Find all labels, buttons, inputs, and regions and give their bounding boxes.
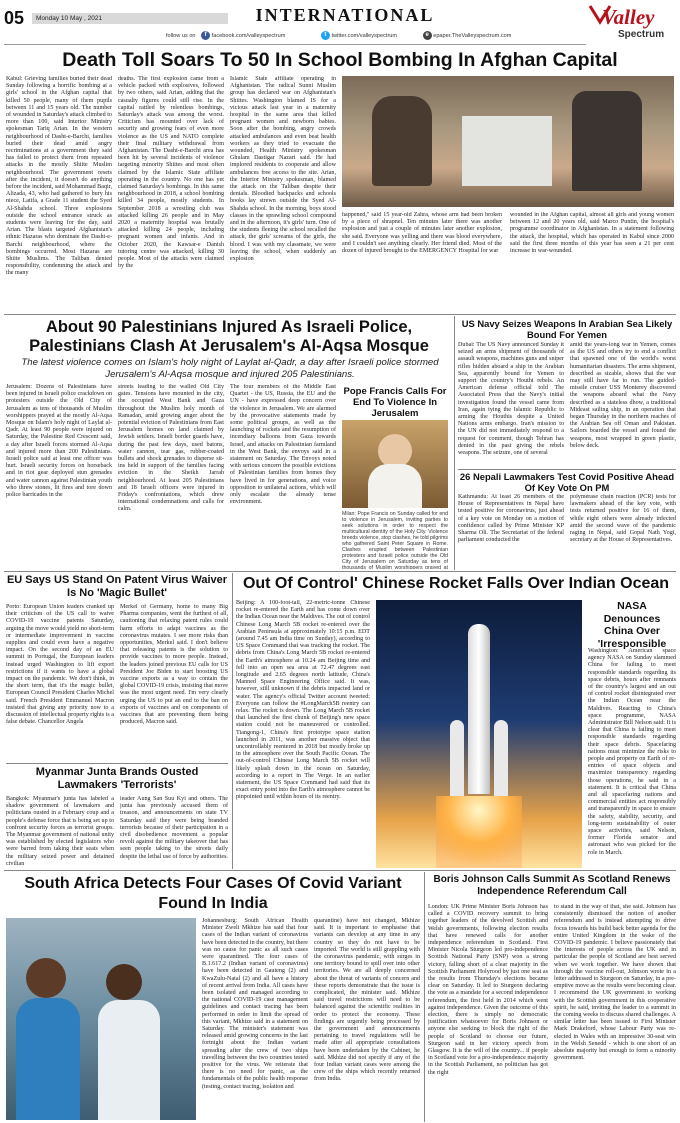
story1-col1: Kabul: Grieving families buried their dead Sunday following a horrific bombing at a girls' school in the Afghan capital that killed 50 people, many of them pupils between 11 and 15 years old. The number of wounded in Saturday's attack climbed to more than 100, said Interior Ministry spokesman Tariq Arian. In the western neighbourhood of Dasht-e-Barchi, families buried their dead amid angry recriminations at a government they said has failed to protect them from repeated attacks in the mostly Shiite Muslim neighbourhood. The government resets after the incident, it doesn't do anything before the incident, said Mohammad Baqir, Alizada, 43, who had gathered to bury his niece, Latifa, a Grade 11 student the Syed Al-Shahda school. Three explosions outside the school entrance struck as students were leaving for the day, said Arian. The blasts targeted Afghanistan's ethnic Hazaras who dominate the Dasht-e-Barchi neighbourhood, where the bombings occurred. Most Hazaras are Shiite Muslims. The Taliban denied responsibility, condemning the attack and the many xyxy=(6,76,112,277)
navy-col1: Dubai: The US Navy announced Sunday it seized an arms shipment of thousands of assault weapons, machines guns and sniper rifles hidden aboard a ship in the Arabian Sea, apparently bound for Yemen to support the country's Houthi rebels. An American defense official told The Associated Press that the Navy's initial investigation found the vessel came from Iran, again tying the Islamic Republic to arming the Houthis despite a United Nations arms embargo. Iran's mission to the UN did not immediately respond to a request for comment, though Tehran has denied in the past giving the rebels weapons. The seizure, one of several xyxy=(458,342,564,457)
story1-col5: wounded in the Afghan capital, almost all girls and young women between 12 and 20 years old, said Marco Puntin, the hospital's programme coordinator in Afghanistan. In a statement following the attack, the hospital, which has operated in Kabul since 2000 said the first three months of this year has seen a 21 per cent increase in war-wounded. xyxy=(510,212,674,255)
boris-col1: London: UK Prime Minister Boris Johnson has called a COVID recovery summit to bring together leaders of the devolved Scottish and Welsh governments, following election results that have renewed calls for another independence referendum in Scotland. First Minister Nicola Sturgeon led pro-independence Scottish National Party (SNP) won a strong victory, falling short of a clear majority in the Scottish Parliament Holyrood by just one seat as the results from Thursday's elections became clear on Saturday. It led to Sturgeon declaring the vote as a mandate for a second independence referendum, the first held in 2014 which went against independence. Given the outcome of this election, there is simply no democratic justification whatsoever for Boris Johnson or anyone else seeking to block the right of the people of Scotland to choose our future, Sturgeon said in her victory speech from Glasgow. It is the will of the country... if people in Scotland vote for a pro-independence majority in the Scottish Parliament, no politician has got the right xyxy=(428,904,548,1076)
eu-col1: Porto: European Union leaders cranked up their criticism of the US call to waive COVID-19 vaccine patents Saturday, arguing the move would yield no short-term or intermediate improvement in vaccine supplies and could even have a negative impact. On the second day of an EU summit in Portugal, the European leaders instead urged Washington to lift export restrictions if it wants to have a global impact on the pandemic. We don't think, in the short term, that it's the magic bullet, European Council President Charles Michel said. French President Emmanuel Macron insisted that giving any priority now to a discussion of intellectual property rights is a false debate. Chancellor Angela xyxy=(6,604,114,726)
nepal-headline: 26 Nepali Lawmakers Test Covid Positive Ahead Of Key Vote On PM xyxy=(459,471,675,493)
myanmar-col2: leader Aung San Suu Kyi and others. The junta has previously accused them of treason, and announcements on state TV Saturday said they were being branded terrorists because of their participation in a civil disobedience movement a popular revolt against the military takeover that has seen people taking to the streets daily despite the lethal use of force by authorities. xyxy=(120,796,228,860)
safrica-col2: quarantine) have not changed, Mkhize said. It is important to emphasise that variants can develop at any time in any country so they do not have to be imported. The world is still grappling with the coronavirus pandemic, with surges in one territory bound to spill over into other territories. We are all deeply concerned about the threat of variants of concern and these reports demonstrate that the issue is complicated, the minister said. Mkhize said travel restrictions will need to be balanced against the scientific realities in order to protect the economy. These findings are urgently being processed by the government and announcements pertaining to travel regulations will be made after all appropriate consultations have been undertaken by the Cabinet, he said. Mkhize did not specify if any of the four Indian variant cases were among the crew of the ships which recently returned from India. xyxy=(314,918,420,1083)
section-divider-3 xyxy=(4,870,676,871)
masthead-rule xyxy=(4,44,586,45)
follow-label: follow us on xyxy=(166,33,196,39)
navy-headline: US Navy Seizes Weapons In Arabian Sea Likely Bound For Yemen xyxy=(461,318,673,340)
pope-vrule xyxy=(454,316,455,570)
story1-photo xyxy=(342,76,674,207)
story2-col2: streets leading to the walled Old City gates. Tensions have mounted in the city, the occupied West Bank and Gaza throughout the Muslim holy month of Ramadan, amid growing anger about the potential eviction of Palestinians from East Jerusalem homes on land claimed by Jewish settlers. Israeli border guards have, during the past few days, used batons, water cannon, tear gas, rubber-coated bullets and shock grenades to disperse sit-ins held in support of the families facing eviction in the Sheikh Jarrah neighbourhood. At least 205 Palestinians and 18 Israeli officers were injured in Friday's confrontations, which drew international condemnations and calls for calm. xyxy=(118,384,224,513)
pope-headline: Pope Francis Calls For End To Violence In Jerusalem xyxy=(343,386,447,419)
twitter-icon[interactable]: t xyxy=(321,31,330,40)
myanmar-col1: Bangkok: Myanmar's junta has labeled a shadow government of lawmakers and politicians ousted in a February coup and a people's defense force that is being set up to confront security forces as terrorist groups. The Myanmar government of national unity was established by elected legislators who were barred from taking their seats when the military seized power and detained civilian xyxy=(6,796,114,866)
story1-headline: Death Toll Soars To 50 In School Bombing In Afghan Capital xyxy=(62,49,618,71)
epaper-link[interactable]: epaper.TheValleyspectrum.com xyxy=(433,33,512,39)
boris-headline: Boris Johnson Calls Summit As Scotland Renews Independence Referendum Call xyxy=(433,874,671,897)
story2-headline: About 90 Palestinians Injured As Israeli Police, Palestinians Clash At Jerusalem's Al-Aqsa Mosque xyxy=(29,318,429,355)
eu-vrule xyxy=(232,573,233,869)
section-divider-2 xyxy=(4,571,676,572)
rocket-headline: Out Of Control' Chinese Rocket Falls Over Indian Ocean xyxy=(242,575,670,592)
eu-headline: EU Says US Stand On Patent Virus Waiver Is No 'Magic Bullet' xyxy=(6,574,228,599)
twitter-link[interactable]: twitter.com/valleyspectrum xyxy=(331,33,398,39)
pope-photo xyxy=(342,420,448,508)
page-number: 05 xyxy=(4,8,25,28)
nepal-col1: Kathmandu: At least 26 members of the House of Representatives in Nepal have tested positive for coronavirus, just ahead of a key vote on Monday on a motion of confidence called by Prime Minister KP Sharma Oli. The Secretariat of the federal parliament conducted the xyxy=(458,494,564,544)
safrica-photo xyxy=(6,918,196,1120)
nasa-col1: Washington: American space agency NASA on Sunday slammed China for failing to meet responsible standards regarding its space debris, hours after remnants of the country's largest and an out of control rocket disintegrated over the Indian Ocean near the Maldives. Reacting to China's space programme, NASA Administrator Bill Nelson said: It is clear that China is failing to meet responsible standards regarding their space debris. Spacefaring nations must minimize the risks to people and property on Earth of re-entries of space objects and maximize transparency regarding those operations, he said in a statement. It is critical that China and all spacefaring nations and commercial entities act responsibly and transparently in space to ensure the safety, stability, security, and long-term sustainability of outer space activities, said Nelson, former Florida senator and astronaut who was picked for the role in March. xyxy=(588,648,676,856)
rocket-photo xyxy=(376,600,582,868)
eu-rule xyxy=(6,763,228,764)
story1-col3: Islamic State affiliate operating in Afghanistan. The radical Sunni Muslim group has declared war on Afghanistan's Shiites. Washington blamed IS for a vicious attack last year in a maternity hospital in the same area that killed pregnant women and newborn babies. Soon after the bombing, angry crowds attacked ambulances and even beat health workers as they tried to evacuate the wounded, Health Ministry spokesman Ghulam Dastigar Nazari said. He had implored residents to cooperate and allow ambulances free access to the site. Arian, the Interior Ministry spokesman, blamed the attack on the Taliban despite their denials. Bloodied backpacks and schools books lay strewn outside the Syed Al-Shahda school. In the morning, boys stood classes in the sprawling school compound and in the afternoon, it's girls' turn. One of the students fleeing the school recalled the attack, the girls' screams of the girls, the blood. I was with my classmate, we were leaving the school, when suddenly an explosion xyxy=(230,76,336,263)
rocket-col1: Beijing: A 100-foot-tall, 22-metric-tonne Chinese rocket re-entered the Earth and has come down over the Indian Ocean near the Maldives. The out of control Chinese Long March 5B rocket re-entered over the Arabian Peninsula at approximately 10:15 p.m. EDT (around 7.45 am India time on Sunday), according to US Space Command that was tracking the rocket. The debris from China's Long March 5B rocket re-entered the Earth's atmosphere at 10.24 am Beijing time and fell into an open sea area at 72.47 degrees east longitude and 2.65 degrees north latitude, China's Manned Space Engineering Office said. It was, however, still unknown if the debris impacted land or water. The agency's official Twitter account tweeted: Everyone can follow the #LongMarch5B reentry can relax. The rocket is down. The Long March 5B rocket that launched the first chunk of Beijing's new space station could not be maneuvered or controlled. Tiangong-1, China's first prototype space station launched in 2011, was another massive object that uncontrollably reentered in 2018 but mostly broke up in the atmosphere over the South Pacific Ocean. The out-of-control Chinese Long March 5B rocket will likely splash down in the ocean on Saturday, according to a report in The Verge. In an earlier statement, the US Space Command had said that its exact entry point into the Earth's atmosphere cannot be pinpointed until within hours of its reentry. xyxy=(236,600,370,801)
myanmar-headline: Myanmar Junta Brands Ousted Lawmakers 'Terrorists' xyxy=(35,766,199,791)
logo-top: Valley xyxy=(602,5,655,29)
section-title: INTERNATIONAL xyxy=(255,5,435,25)
logo xyxy=(588,2,676,44)
safrica-headline: South Africa Detects Four Cases Of Covid Variant Found In India xyxy=(24,875,402,912)
navy-col2: amid the years-long war in Yemen, comes as the US and others try to end a conflict that spawned one of the world's worst humanitarian disasters. The arms shipment, described as sizable, shows that the war may still have far to run. The guided-missile cruiser USS Monterey discovered the weapons aboard what the Navy described as a stateless dhow, a traditional Mideast sailing ship, in an operation that began Thursday in the northern reaches of the Arabian Sea off Oman and Pakistan. Sailors boarded the vessel and found the weapons, most wrapped in green plastic, below deck. xyxy=(570,342,676,449)
globe-icon[interactable]: e xyxy=(423,31,432,40)
date-bar: Monday 10 May , 2021 xyxy=(32,13,228,24)
eu-col2: Merkel of Germany, home to many Big Pharma companies, went the furthest of all, cautioning that relaxing patent rules could harm efforts to adapt vaccines as the coronavirus mutates. I see more risks than opportunities, Merkel said. I don't believe that releasing patents is the solution to provide vaccines to more people. Instead, the leaders joined previous EU calls for US President Joe Biden to start boosting US vaccine exports as a way to contain the global COVID-19 crisis, insisting that move was the most urgent need. I'm very clearly urging the US to put an end to the ban on exports of vaccines and on components of vaccines that are preventing them being produced, Macron said. xyxy=(120,604,228,726)
story2-col1: Jerusalem: Dozens of Palestinians have been injured in Israeli police crackdown on protesters outside the Old City of Jerusalem as tens of thousands of Muslim worshippers prayed at the mostly Al-Aqsa Mosque on Islam's holy night of Laylat al-Qadr. At least 90 people were injured on Saturday, the Palestine Red Crescent said, a day after Israeli forces stormed Al-Aqsa and injured more than 200 Palestinians. Israeli police said at least one officer was hurt. Israeli security forces on horseback and in riot gear deployed stun grenades and water cannon against Palestinian youth who threw stones, lit fires and tore down police barricades in the xyxy=(6,384,112,499)
facebook-icon[interactable]: f xyxy=(201,31,210,40)
navy-rule xyxy=(458,469,676,470)
social-bar xyxy=(166,31,586,41)
story2-col3: The four members of the Middle East Quartet - the US, Russia, the EU and the UN - have expressed deep concern over the violence in Jerusalem. We are alarmed by the provocative statements made by some political groups, as well as the launching of rockets and the resumption of incendiary balloons from Gaza towards Israel, and attacks on Palestinian farmland in the West Bank, the envoys said in a statement on Saturday. The Envoys noted with serious concern the possible evictions of Palestinian families from homes they have lived in for generations, and voice opposition to unilateral actions, which will only escalate the already tense environment. xyxy=(230,384,336,506)
story1-col4: happened," said 15 year-old Zahra, whose arm had been broken by a piece of shrapnel. Ten minutes later there was another explosion and just a couple of minutes later another explosion, she said. Everyone was yelling and there was blood everywhere, and I couldn't see anything clearly. Her friend died. Most of the dozen of injured brought to the EMERGENCY Hospital for war xyxy=(342,212,502,255)
facebook-link[interactable]: facebook.com/valleyspectrum xyxy=(211,33,286,39)
boris-col2: to stand in the way of that, she said. Johnson has consistently dismissed the notion of another referendum and is instead attempting to drive focus towards his build back better agenda for the entire United Kingdom in the wake of the COVID-19 pandemic. I believe passionately that the interests of people across the UK and in particular the people of Scotland are best served when we work together. We have shown that through the vaccine roll-out, Johnson wrote in a letter addressed to Sturgeon on Saturday, in a pre-emptive move as the results were becoming clear. I recommend the UK government to working with the Scottish government in this cooperative spirit, he said, inviting the leader to a summit in the coming weeks to discuss shared challenges. A similar letter has been issued to First Minister Mark Drakeford, whose Labour Party was re-elected in Wales with an impressive 30-seat win in the Welsh Senedd - which is one short of an absolute majority but enough to form a minority government. xyxy=(554,904,676,1062)
section-divider-1 xyxy=(4,314,676,315)
safrica-vrule xyxy=(424,872,425,1122)
safrica-col1: Johannesburg: South African Health Minister Zweli Mkhize has said that four cases of the Indian variant of coronavirus have been detected in the country, but there was no cause for panic as all such cases were quarantined. The four cases of B.1.617.2 (Indian variant of coronavirus) have been detected in Gauteng (2) and KwaZulu-Natal (2) and all have a history of recent arrival from India. All cases have been isolated and managed according to the national COVID-19 case management guidelines and contact tracing has been performed in order to limit the spread of this variant, Mkhize said in a statement on Saturday. The minister's statement was released amid growing concerns in the last fortnight about the Indian variant spreading after the crew of two ships travelling between the two countries tested positive for the virus. We reiterate that there is no need for panic, as the fundamentals of the public health response (testing, contact tracing, isolation and xyxy=(202,918,308,1090)
story1-col2: deaths. The first explosion came from a vehicle packed with explosives, followed by two others, said Arian, adding that the casualty figures could still rise. In the capital rattled by relentless bombings, Saturday's attack was among the worst. Criticism has mounted over lack of security and growing fears of even more violence as the US and NATO complete their final military withdrawal from Afghanistan. The Dasht-e-Barchi area has been hit by several incidents of violence targeting minority Shiites and most often claimed by the Islamic State affiliate operating in the country. No one has yet claimed Saturday's bombings. In this same neighbourhood in 2018, a school bombing killed 34 people, mostly students. In September 2018 a wrestling club was attacked killing 26 people and in May 2020 a maternity hospital was brutally attacked killing 24 people, including pregnant women and infants. And in October 2020, the Kawsar-e Danish tutoring centre was attacked, killing 30 people. Most of the attacks were claimed by the xyxy=(118,76,224,270)
logo-bottom: Spectrum xyxy=(618,29,665,40)
pope-body: Milan: Pope Francis on Sunday called for end to violence in Jerusalem, inviting parties to seek solutions in order to respect the multicultural identity of the Holy City. Violence breeds violence, stop clashes, he told pilgrims who gathered Saint Peter Square in Rome. Clashes erupted between Palestinian protesters and Israeli police outside the Old City of Jerusalem on Saturday as tens of thousands of Muslim worshippers prayed at xyxy=(342,511,448,569)
nasa-headline: NASA Denounces China Over 'Irresponsible xyxy=(597,600,667,650)
nepal-col2: polymerase chain reaction (PCR) tests for lawmakers ahead of the key vote, with tests returned positive for 16 of them, while eight others were already infected amid the second wave of the pandemic raging in Nepal, said Gopal Nath Yogi, secretary at the House of Representatives. xyxy=(570,494,676,544)
story2-subhead: The latest violence comes on Islam's holy night of Laylat al-Qadr, a day after Israeli police stormed Jerusalem's Al-Aqsa mosque and injured 205 Palestinians. xyxy=(21,357,439,380)
